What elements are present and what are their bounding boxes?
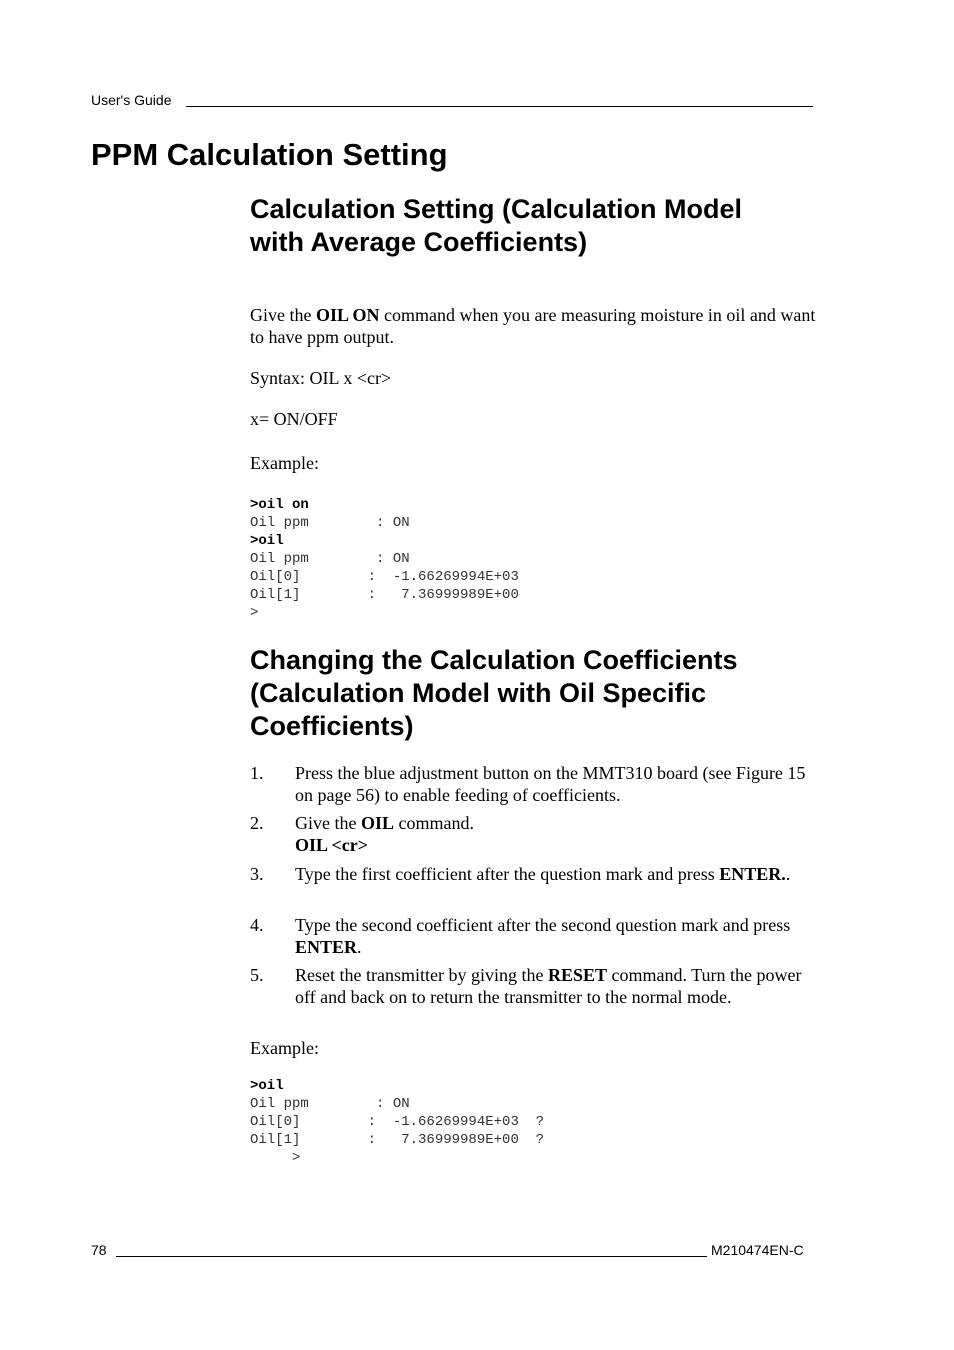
command-syntax: OIL <cr>	[295, 835, 369, 855]
section-heading-oil-specific-coefficients	[250, 644, 870, 743]
example-label: Example:	[250, 1038, 319, 1058]
code-line: >oil	[250, 1078, 284, 1094]
text-run: Give the	[295, 813, 361, 833]
text-run: Give the	[250, 305, 316, 325]
key-name: ENTER	[295, 937, 358, 957]
heading-line: Coefficients)	[250, 711, 414, 741]
page-title: PPM Calculation Setting	[91, 137, 448, 172]
heading-line: with Average Coefficients)	[250, 227, 588, 257]
heading-line: Calculation Setting (Calculation Model	[250, 194, 743, 224]
code-example-2	[250, 1077, 544, 1167]
step-text	[295, 863, 825, 885]
text-run: Reset the transmitter by giving the	[295, 965, 548, 985]
code-line: Oil[0] : -1.66269994E+03 ?	[250, 1114, 545, 1130]
text-run: .	[785, 864, 791, 884]
code-line: >oil	[250, 533, 284, 549]
running-header: User's Guide	[91, 92, 172, 108]
footer-rule	[116, 1256, 707, 1257]
step-number: 2.	[250, 813, 264, 833]
text-run: Type the first coefficient after the question mark and press	[295, 864, 720, 884]
example-label: Example:	[250, 453, 319, 473]
code-line: Oil[1] : 7.36999989E+00	[250, 587, 519, 603]
text-run: command when you are measuring moisture in oil and want to have ppm output.	[250, 305, 816, 347]
header-rule	[186, 106, 813, 107]
section-heading-average-coefficients	[250, 193, 850, 259]
command-name: RESET	[547, 965, 607, 985]
code-line: >	[250, 605, 259, 621]
step-number: 3.	[250, 864, 264, 884]
text-run: command.	[394, 813, 474, 833]
x-values-line: x= ON/OFF	[250, 409, 338, 429]
code-line: Oil[1] : 7.36999989E+00 ?	[250, 1132, 545, 1148]
oil-on-paragraph	[250, 304, 820, 348]
step-text	[295, 812, 825, 856]
command-name: OIL ON	[315, 305, 380, 325]
command-name: OIL	[360, 813, 394, 833]
syntax-line: Syntax: OIL x <cr>	[250, 368, 392, 388]
code-line: Oil ppm : ON	[250, 515, 410, 531]
code-line: Oil[0] : -1.66269994E+03	[250, 569, 519, 585]
text-run: .	[357, 937, 362, 957]
text-run: Type the second coefficient after the second question mark and press	[295, 915, 791, 935]
code-line: Oil ppm : ON	[250, 551, 410, 567]
step-number: 4.	[250, 915, 264, 935]
document-code: M210474EN-C	[711, 1242, 804, 1258]
heading-line: Changing the Calculation Coefficients	[250, 645, 738, 675]
text-run: command. Turn the power off and back on to return the transmitter to the normal mode.	[295, 965, 802, 1007]
code-example-1	[250, 496, 519, 622]
key-name: ENTER.	[719, 864, 786, 884]
step-text: Press the blue adjustment button on the MMT310 board (see Figure 15 on page 56) to enable feeding of coefficients.	[295, 763, 806, 805]
step-text	[295, 914, 825, 958]
code-line: Oil ppm : ON	[250, 1096, 410, 1112]
code-line: >	[250, 1150, 301, 1166]
heading-line: (Calculation Model with Oil Specific	[250, 678, 707, 708]
step-number: 1.	[250, 763, 264, 783]
steps-list	[250, 762, 830, 1012]
code-line: >oil on	[250, 497, 309, 513]
step-number: 5.	[250, 965, 264, 985]
step-text	[295, 964, 825, 1008]
page-number: 78	[91, 1242, 107, 1258]
